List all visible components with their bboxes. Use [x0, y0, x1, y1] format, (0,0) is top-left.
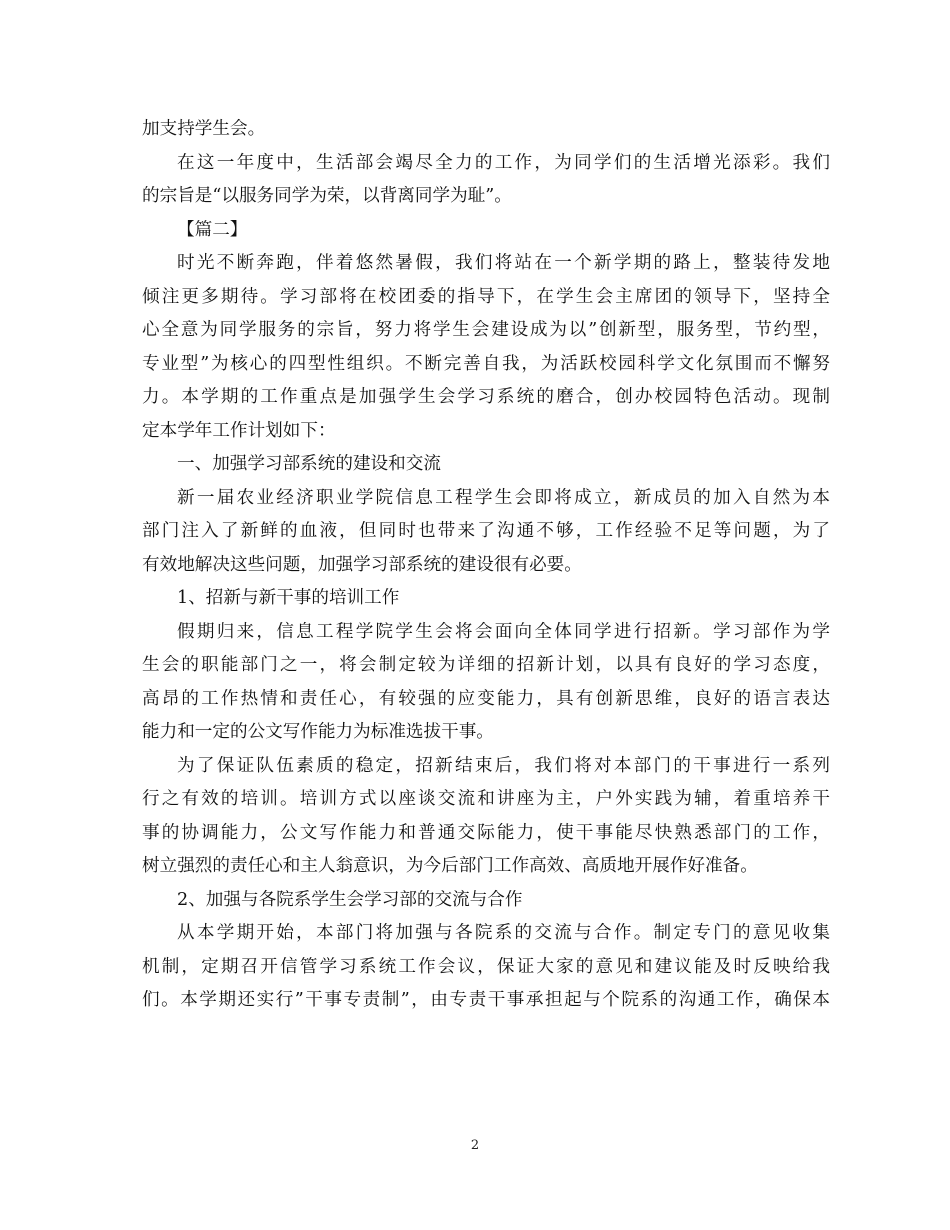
text-line: 倾注更多期待。学习部将在校团委的指导下，在学生会主席团的领导下，坚持全: [142, 286, 830, 307]
text-line: 时光不断奔跑，伴着悠然暑假，我们将站在一个新学期的路上，整装待发地: [177, 253, 830, 273]
text-line: 加支持学生会。: [142, 119, 266, 139]
text-line: 行之有效的培训。培训方式以座谈交流和讲座为主，户外实践为辅，着重培养干: [142, 789, 830, 809]
document-body: [142, 113, 830, 1018]
text-line: 定本学年工作计划如下：: [142, 420, 336, 441]
text-line: 心全意为同学服务的宗旨，努力将学生会建设成为以”创新型，服务型，节约型，: [142, 320, 830, 340]
text-line: 树立强烈的责任心和主人翁意识，为今后部门工作高效、高质地开展作好准备。: [142, 856, 758, 876]
text-line: 从本学期开始，本部门将加强与各院系的交流与合作。制定专门的意见收集: [177, 923, 830, 943]
text-line: 生会的职能部门之一，将会制定较为详细的招新计划，以具有良好的学习态度，: [142, 655, 830, 675]
text-line: 【篇二】: [177, 219, 248, 240]
text-line: 事的协调能力，公文写作能力和普通交际能力，使干事能尽快熟悉部门的工作，: [142, 822, 830, 843]
text-line: 们。本学期还实行”干事专责制”，由专责干事承担起与个院系的沟通工作，确保本: [142, 990, 830, 1010]
text-line: 2、加强与各院系学生会学习部的交流与合作: [177, 889, 523, 910]
text-line: 力。本学期的工作重点是加强学生会学习系统的磨合，创办校园特色活动。现制: [142, 387, 830, 407]
text-line: 新一届农业经济职业学院信息工程学生会即将成立，新成员的加入自然为本: [177, 487, 830, 508]
text-line: 在这一年度中，生活部会竭尽全力的工作，为同学们的生活增光添彩。我们: [177, 152, 830, 173]
text-line: 机制，定期召开信管学习系统工作会议，保证大家的意见和建议能及时反映给我: [142, 956, 830, 977]
text-line: 一、加强学习部系统的建设和交流: [177, 454, 441, 474]
page-number: 2: [470, 1138, 480, 1153]
text-line: 有效地解决这些问题，加强学习部系统的建设很有必要。: [142, 554, 582, 575]
text-line: 的宗旨是“以服务同学为荣，以背离同学为耻”。: [142, 186, 512, 206]
text-line: 部门注入了新鲜的血液，但同时也带来了沟通不够，工作经验不足等问题，为了: [142, 521, 830, 541]
text-line: 专业型”为核心的四型性组织。不断完善自我，为活跃校园科学文化氛围而不懈努: [142, 353, 830, 374]
text-line: 高昂的工作热情和责任心，有较强的应变能力，具有创新思维，良好的语言表达: [142, 688, 830, 709]
text-line: 能力和一定的公文写作能力为标准选拔干事。: [142, 722, 494, 742]
text-line: 为了保证队伍素质的稳定，招新结束后，我们将对本部门的干事进行一系列: [177, 755, 830, 776]
text-line: 假期归来，信息工程学院学生会将会面向全体同学进行招新。学习部作为学: [177, 621, 830, 642]
text-line: 1、招新与新干事的培训工作: [177, 588, 400, 608]
